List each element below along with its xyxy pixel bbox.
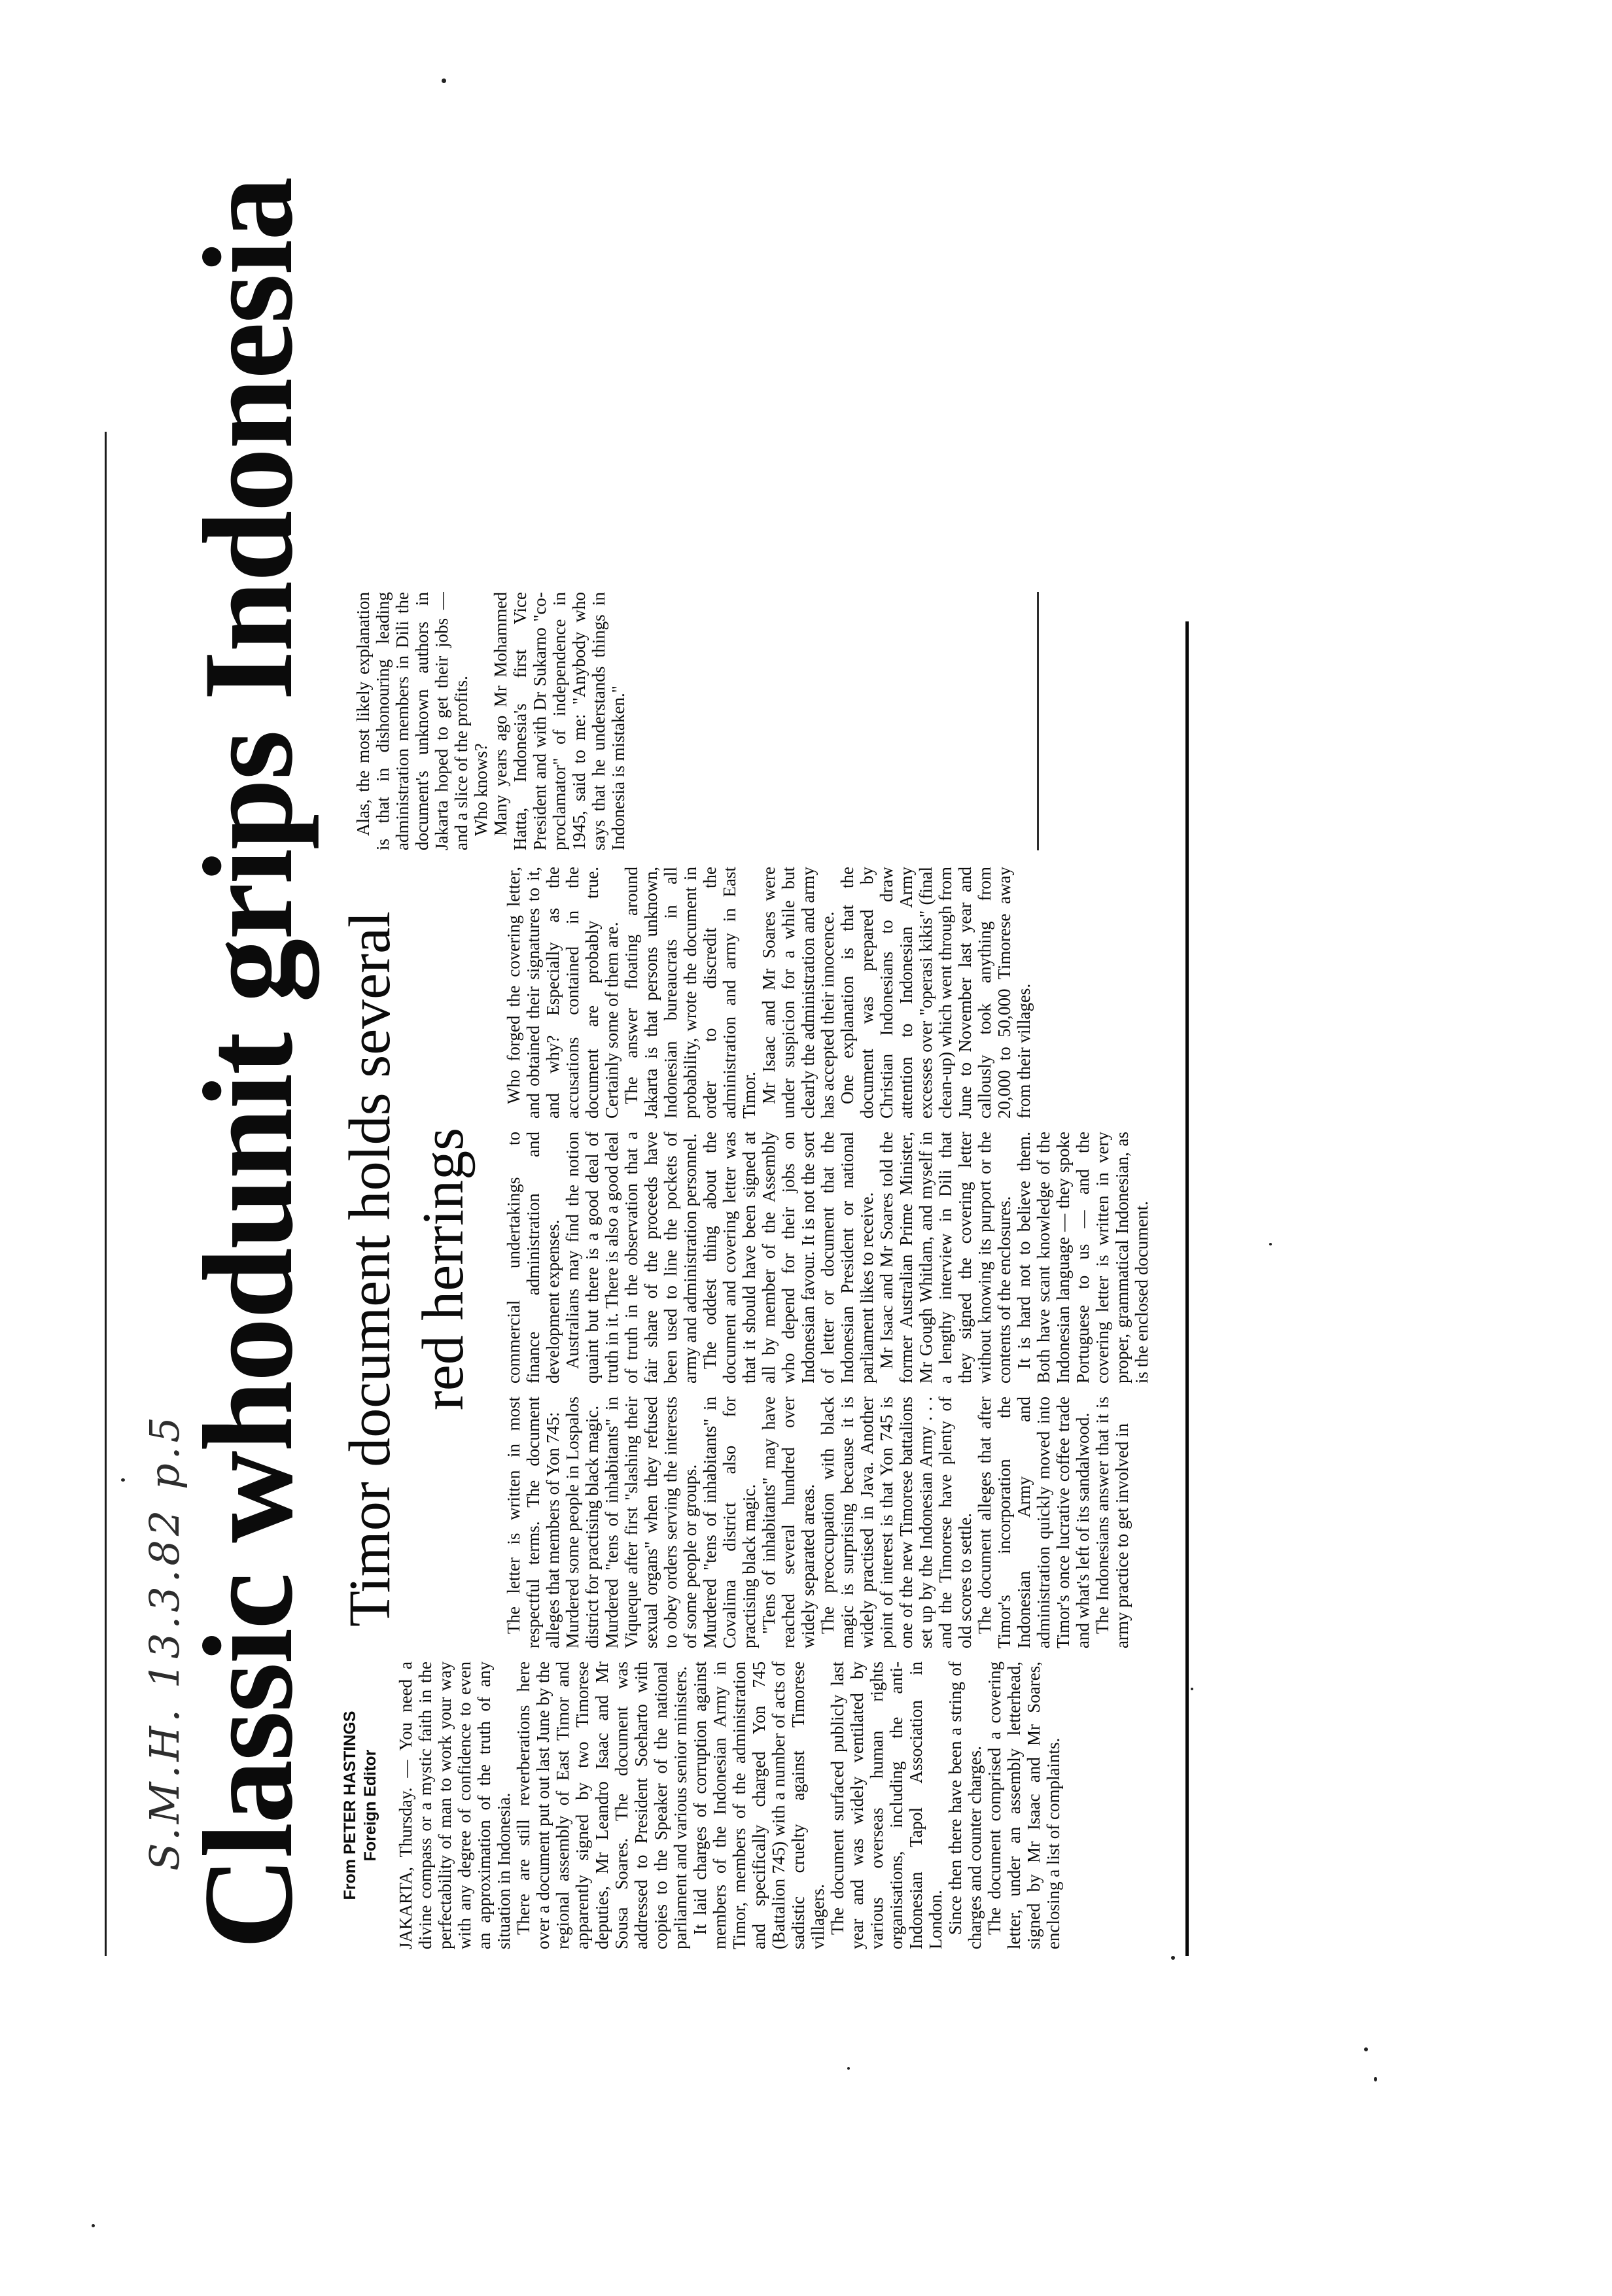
paragraph: Since then there have been a string of charges and counter charges. bbox=[945, 1661, 985, 1949]
paragraph: commercial undertakings to finance administration and development expenses. bbox=[504, 1132, 563, 1383]
dust-speck bbox=[442, 78, 446, 83]
dust-speck bbox=[1191, 1688, 1193, 1690]
paragraph: Murdered some people in Lospalos district for practising black magic. bbox=[563, 1397, 602, 1648]
paragraph: Who knows? bbox=[471, 743, 491, 836]
paragraph: Mr Isaac and Mr Soares told the former Australian Prime Minister, Mr Gough Whitlam, and myself in a lengthy interview in Dili that they signed the covering letter without knowing its purport or the contents of the enclosures. bbox=[877, 1132, 1014, 1383]
paragraph: The letter is written in most respectful terms. The document alleges that members of Yon 745: bbox=[504, 1397, 563, 1648]
dust-speck bbox=[847, 2067, 850, 2070]
paragraph: The oddest thing about the document and covering letter was that it should have been signed at all by member of the Assembly who depend for their jobs on Indonesian favour. It is not the sort of letter or document that the Indonesian President or national parliament likes to receive. bbox=[700, 1132, 877, 1383]
dust-speck bbox=[92, 2224, 95, 2227]
byline: From PETER HASTINGS Foreign Editor bbox=[341, 1711, 379, 1900]
subheadline: Timor document holds several red herrings bbox=[338, 911, 476, 1627]
dust-speck bbox=[1269, 1243, 1272, 1245]
paragraph: One explanation is that the document was prepared by Christian Indonesians to draw attention to Indonesian Army excesses over "operasi kikis" (final clean-up) which went through from June to November last year and callously took anything from 20,000 to 50,000 Timorese away from their villages. bbox=[837, 867, 1034, 1119]
paragraph: Who forged the covering letter, and obtained their signatures to it, and why? Especially as the accusations contained in the document are probably true. Certainly some of them are. bbox=[504, 867, 622, 1119]
handwritten-source-note: S.M.H. 13.3.82 p.5 bbox=[141, 1413, 188, 1871]
top-rule bbox=[105, 432, 107, 1956]
paragraph: The document comprised a covering letter, under an assembly letterhead, signed by Mr Isaac and Mr Soares, enclosing a list of complaints. bbox=[985, 1661, 1063, 1949]
paragraph: The document alleges that after Timor's incorporation the Indonesian Army and administration quickly moved into Timor's once lucrative coffee trade and what's left of its sandalwood. bbox=[975, 1397, 1093, 1648]
dust-speck bbox=[1374, 2077, 1377, 2081]
paragraph: The Indonesians answer that it is army practice to get involved in bbox=[1093, 1397, 1132, 1648]
article-column-3 bbox=[504, 1132, 1178, 1383]
article-column-5 bbox=[353, 592, 1034, 850]
paragraph: Murdered "tens of inhabitants" in Covalima district also for practising black magic. bbox=[700, 1397, 759, 1648]
paragraph: The document surfaced publicly last year and was widely ventilated by various overseas human rights organisations, including the anti-Indonesian Tapol Association in London. bbox=[828, 1661, 945, 1949]
paragraph: Australians may find the notion quaint but there is a good deal of truth in it. There is also a good deal of truth in the observation that a fair share of the proceeds have been used to line the pockets of army and administration personnel. bbox=[563, 1132, 700, 1383]
paragraph: There are still reverberations here over a document put out last June by the regional assembly of East Timor and apparently signed by two Timorese deputies, Mr Leandro Isaac and Mr Sousa Soares. The document was addressed to President Soeharto with copies to the Speaker of the national parliament and various senior ministers. bbox=[514, 1661, 690, 1949]
paragraph: Mr Isaac and Mr Soares were under suspicion for a while but clearly the administration and army has accepted their innocence. bbox=[759, 867, 837, 1119]
dust-speck bbox=[1364, 2047, 1368, 2051]
paragraph: JAKARTA, Thursday. — You need a divine compass or a mystic faith in the perfectability of man to work your way with any degree of confidence to even an approximation of the truth of any situation in Indonesia. bbox=[396, 1661, 514, 1949]
paragraph: It laid charges of corruption against members of the Indonesian Army in Timor, members of the administration and specifically charged Yon 745 (Battalion 745) with a number of acts of sadistic cruelty against Timorese villagers. bbox=[690, 1661, 828, 1949]
bottom-rule bbox=[1185, 621, 1189, 1956]
article-end-rule bbox=[1037, 592, 1039, 850]
newspaper-clipping bbox=[105, 177, 1191, 1975]
article-column-4 bbox=[504, 867, 1178, 1119]
paragraph: Many years ago Mr Mohammed Hatta, Indonesia's first Vice President and with Dr Sukarno "co-proclamator" of independence in 1945, said to me: "Anybody who says that he understands things in Indonesia is mistaken." bbox=[491, 592, 628, 850]
paragraph: "Tens of inhabitants" may have reached several hundred over widely separated areas. bbox=[759, 1397, 818, 1648]
article-column-1 bbox=[396, 1661, 1181, 1949]
paragraph: Alas, the most likely explanation is that in dishonouring leading administration members in Dili the document's unknown authors in Jakarta hoped to get their jobs — and a slice of the profits. bbox=[353, 592, 471, 850]
paragraph: The answer floating around Jakarta is that persons unknown, Indonesian bureaucrats in all probability, wrote the document in order to discredit the administration and army in East Timor. bbox=[622, 867, 759, 1119]
article-column-2 bbox=[504, 1397, 1178, 1648]
headline: Classic whodunit grips Indonesia bbox=[177, 177, 319, 1949]
paragraph: The preoccupation with black magic is surprising because it is widely practised in Java. Another point of interest is that Yon 745 is one of the new Timorese battalions set up by the Indonesian Army . . . and the Timorese have plenty of old scores to settle. bbox=[818, 1397, 975, 1648]
paragraph: Murdered "tens of inhabitants" in Viqueque after first "slashing their sexual organs" when they refused to obey orders serving the interests of some people or groups. bbox=[602, 1397, 700, 1648]
paragraph: It is hard not to believe them. Both have scant knowledge of the Indonesian language — they spoke Portuguese to us — and the covering letter is written in very proper, grammatical Indonesian, as is the enclosed document. bbox=[1014, 1132, 1151, 1383]
